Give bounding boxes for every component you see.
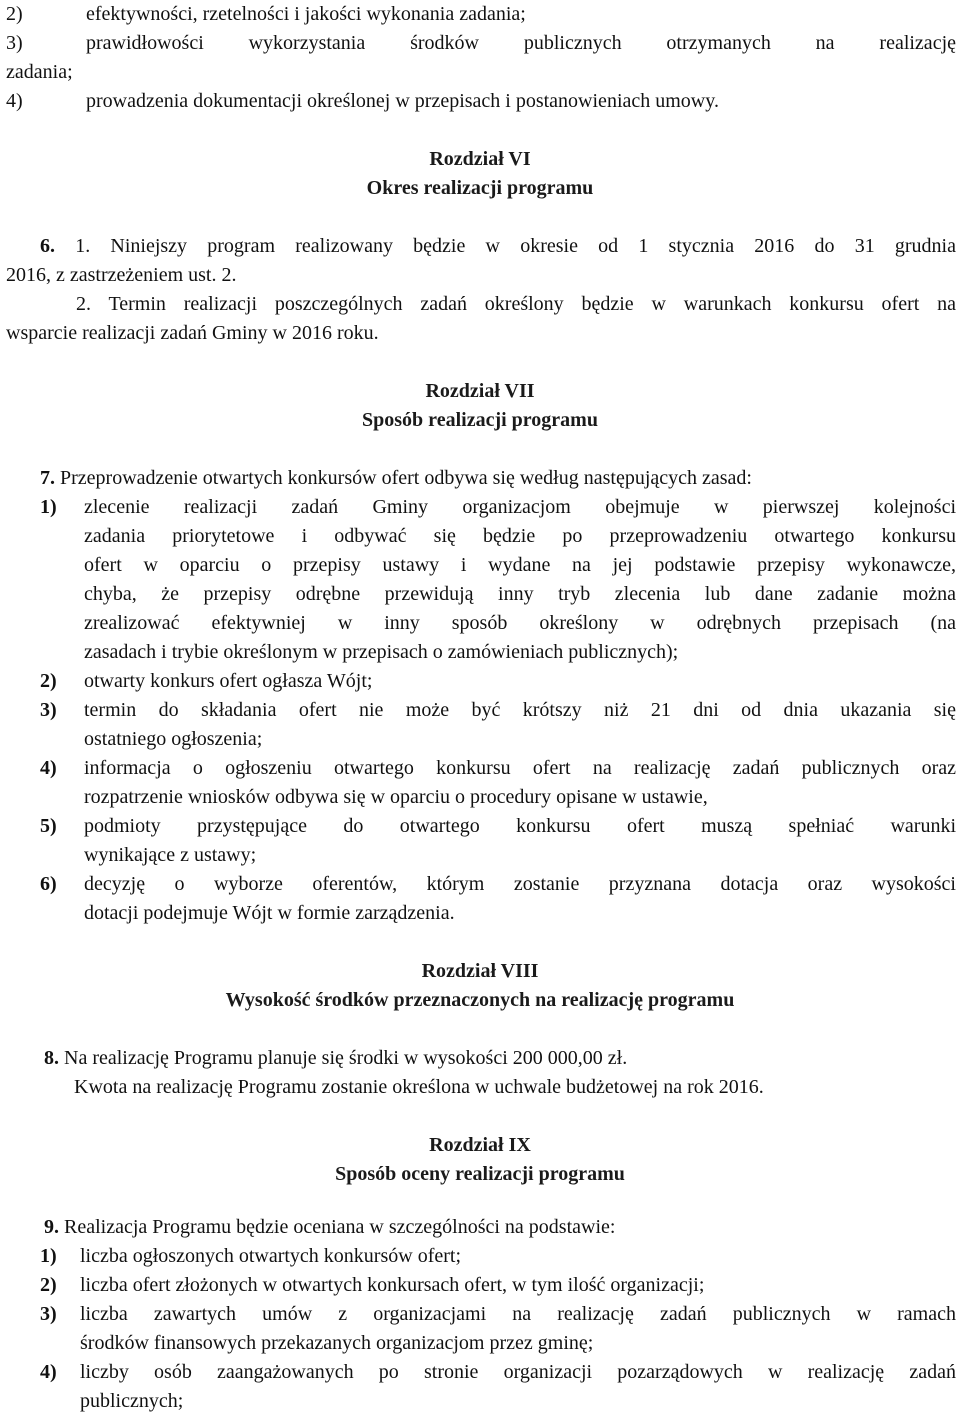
list-item-number: 2) — [40, 1274, 57, 1296]
chapter-subtitle: Sposób oceny realizacji programu — [335, 1163, 625, 1185]
list-item-line: zasadach i trybie określonym w przepisach o zamówieniach publicznych); — [84, 641, 679, 663]
paragraph-number: 6. — [40, 235, 55, 257]
list-item-line: liczba zawartych umów z organizacjami na realizację zadań publicznych w ramach — [80, 1303, 956, 1325]
list-item-line: ostatniego ogłoszenia; — [84, 728, 263, 750]
list-item-number: 1) — [40, 1245, 57, 1267]
list-item-line: podmioty przystępujące do otwartego konkursu ofert muszą spełniać warunki — [84, 815, 956, 837]
list-item-line: środków finansowych przekazanych organizacjom przez gminę; — [80, 1332, 594, 1354]
chapter-title: Rozdział IX — [429, 1134, 531, 1156]
chapter-title: Rozdział VII — [425, 380, 535, 402]
list-item-number: 3) — [6, 32, 23, 54]
paragraph-line: Kwota na realizację Programu zostanie określona w uchwale budżetowej na rok 2016. — [74, 1076, 764, 1098]
paragraph-number: 7. — [40, 467, 55, 489]
list-item-line: chyba, że przepisy odrębne przewidują inny tryb zlecenia lub dane zadanie można — [84, 583, 956, 605]
list-item-line: zrealizować efektywniej w inny sposób określony w odrębnych przepisach (na — [84, 612, 956, 634]
list-item-number: 4) — [6, 90, 23, 112]
paragraph-number: 9. — [44, 1216, 59, 1238]
chapter-title: Rozdział VI — [429, 148, 531, 170]
list-item-number: 1) — [40, 496, 57, 518]
list-item-number: 2) — [40, 670, 57, 692]
paragraph-text: Przeprowadzenie otwartych konkursów ofert odbywa się według następujących zasad: — [55, 467, 752, 489]
list-item-number: 5) — [40, 815, 57, 837]
list-item-line: liczby osób zaangażowanych po stronie organizacji pozarządowych w realizację zadań — [80, 1361, 956, 1383]
chapter-subtitle: Sposób realizacji programu — [362, 409, 598, 431]
paragraph-8 — [44, 1044, 627, 1073]
list-item-line: decyzję o wyborze oferentów, którym zostanie przyznana dotacja oraz wysokości — [84, 873, 956, 895]
list-item-line: liczba ofert złożonych w otwartych konkursach ofert, w tym ilość organizacji; — [80, 1274, 705, 1296]
list-item-line: informacja o ogłoszeniu otwartego konkursu ofert na realizację zadań publicznych oraz — [84, 757, 956, 779]
list-item-line: wynikające z ustawy; — [84, 844, 257, 866]
paragraph-9 — [44, 1213, 615, 1242]
paragraph-line: wsparcie realizacji zadań Gminy w 2016 roku. — [6, 322, 379, 344]
paragraph-text: Na realizację Programu planuje się środki w wysokości 200 000,00 zł. — [59, 1047, 628, 1069]
list-item-line: liczba ogłoszonych otwartych konkursów ofert; — [80, 1245, 462, 1267]
list-item-line: zadania priorytetowe i odbywać się będzie po przeprowadzeniu otwartego konkursu — [84, 525, 956, 547]
list-item-number: 4) — [40, 757, 57, 779]
list-item-line: zlecenie realizacji zadań Gminy organizacjom obejmuje w pierwszej kolejności — [84, 496, 956, 518]
paragraph-6-2: 2. Termin realizacji poszczególnych zadań określony będzie w warunkach konkursu ofert na — [76, 293, 956, 315]
paragraph-line: 2016, z zastrzeżeniem ust. 2. — [6, 264, 237, 286]
chapter-title: Rozdział VIII — [421, 960, 539, 982]
list-item-line: ofert w oparciu o przepisy ustawy i wydane na jej podstawie przepisy wykonawcze, — [84, 554, 956, 576]
list-item-line: prowadzenia dokumentacji określonej w przepisach i postanowieniach umowy. — [86, 90, 719, 112]
list-item-line: efektywności, rzetelności i jakości wykonania zadania; — [86, 3, 526, 25]
chapter-subtitle: Wysokość środków przeznaczonych na realizację programu — [225, 989, 735, 1011]
paragraph-7 — [40, 464, 752, 493]
paragraph-6-1 — [40, 232, 956, 261]
list-item-number: 2) — [6, 3, 23, 25]
paragraph-text: 1. Niniejszy program realizowany będzie w okresie od 1 stycznia 2016 do 31 grudnia — [55, 235, 956, 257]
list-item-number: 4) — [40, 1361, 57, 1383]
list-item-line: dotacji podejmuje Wójt w formie zarządzenia. — [84, 902, 455, 924]
paragraph-number: 8. — [44, 1047, 59, 1069]
list-item-line: publicznych; — [80, 1390, 184, 1412]
list-item-line: rozpatrzenie wniosków odbywa się w oparciu o procedury opisane w ustawie, — [84, 786, 708, 808]
list-item-number: 6) — [40, 873, 57, 895]
intro-item-2 — [6, 0, 526, 29]
list-item-number: 3) — [40, 699, 57, 721]
list-item-line: prawidłowości wykorzystania środków publicznych otrzymanych na realizację — [86, 32, 956, 54]
list-item-line: zadania; — [6, 61, 73, 83]
chapter-subtitle: Okres realizacji programu — [366, 177, 594, 199]
list-item-line: termin do składania ofert nie może być krótszy niż 21 dni od dnia ukazania się — [84, 699, 956, 721]
paragraph-text: Realizacja Programu będzie oceniana w szczególności na podstawie: — [59, 1216, 616, 1238]
list-item-number: 3) — [40, 1303, 57, 1325]
list-item-line: otwarty konkurs ofert ogłasza Wójt; — [84, 670, 373, 692]
